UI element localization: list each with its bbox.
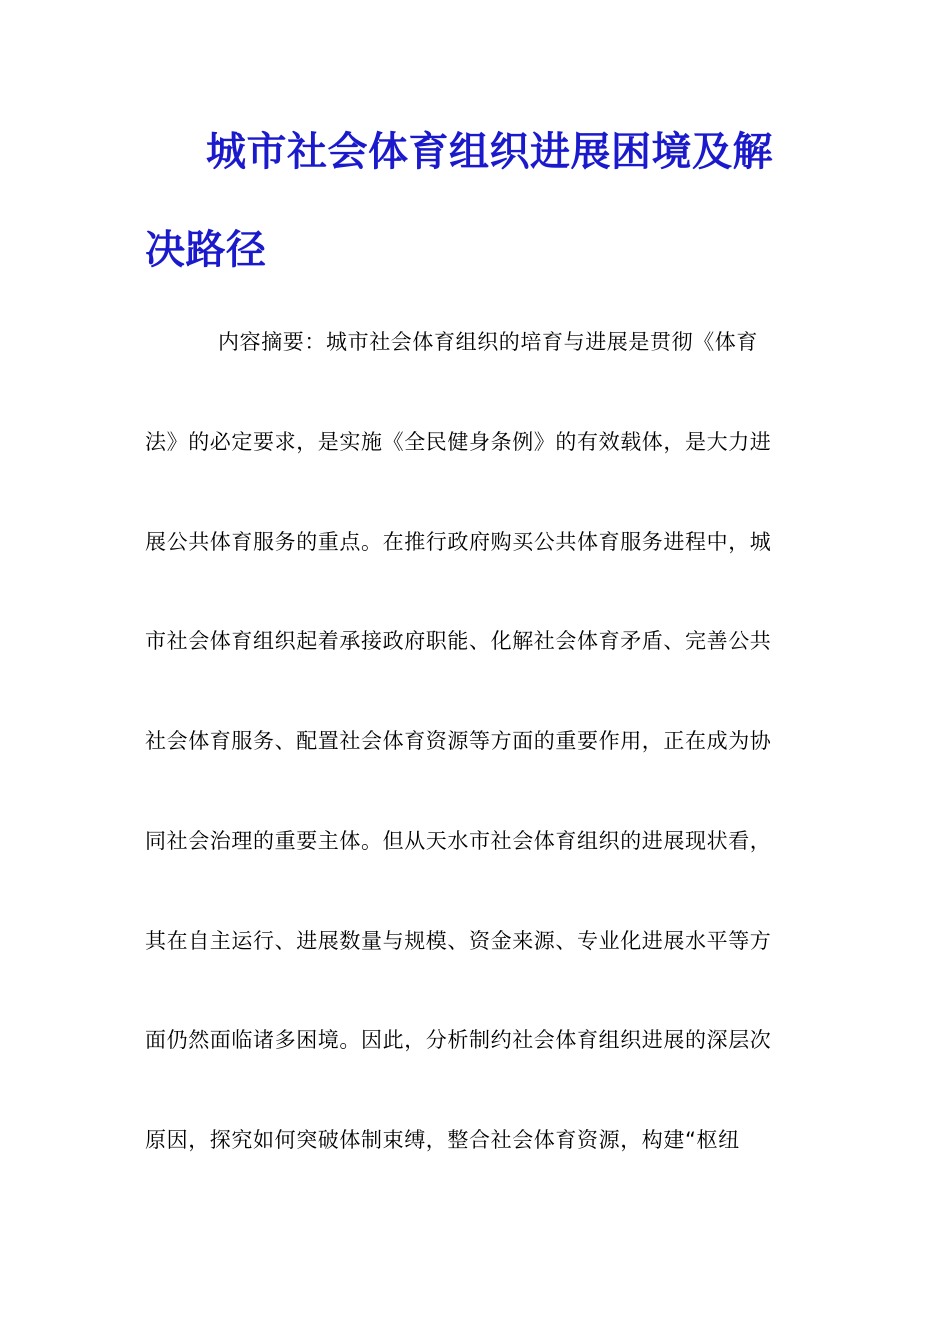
- abstract-line-5: 社会体育服务、配置社会体育资源等方面的重要作用，正在成为协: [145, 729, 772, 753]
- abstract-line-1: 内容摘要：城市社会体育组织的培育与进展是贯彻《体育: [218, 330, 758, 354]
- document-title-line-2: 决路径: [145, 227, 267, 273]
- abstract-line-9: 原因，探究如何突破体制束缚，整合社会体育资源，构建“枢纽: [145, 1128, 740, 1152]
- abstract-line-8: 面仍然面临诸多困境。因此，分析制约社会体育组织进展的深层次: [145, 1028, 772, 1052]
- document-title-line-1: 城市社会体育组织进展困境及解: [206, 129, 773, 175]
- abstract-line-6: 同社会治理的重要主体。但从天水市社会体育组织的进展现状看，: [145, 829, 772, 853]
- abstract-line-3: 展公共体育服务的重点。在推行政府购买公共体育服务进程中，城: [145, 530, 772, 554]
- abstract-line-2: 法》的必定要求，是实施《全民健身条例》的有效载体，是大力进: [145, 430, 772, 454]
- abstract-line-4: 市社会体育组织起着承接政府职能、化解社会体育矛盾、完善公共: [145, 629, 772, 653]
- abstract-line-7: 其在自主运行、进展数量与规模、资金来源、专业化进展水平等方: [145, 929, 772, 953]
